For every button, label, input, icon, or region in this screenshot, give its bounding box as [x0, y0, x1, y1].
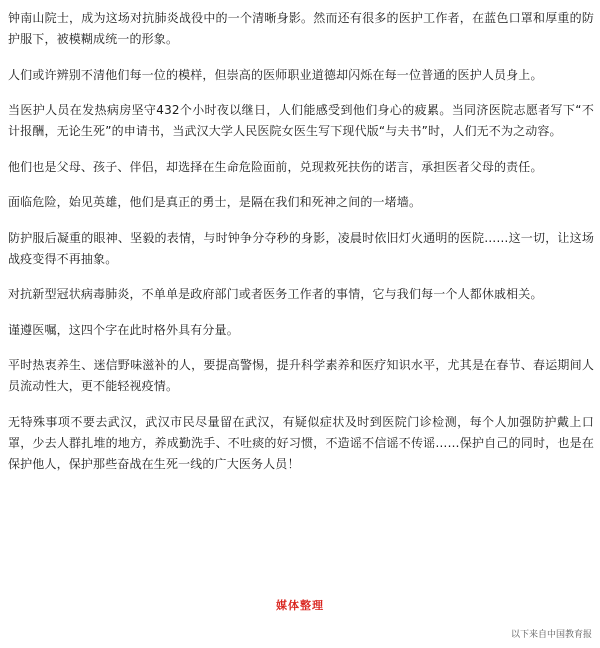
paragraph-7: 对抗新型冠状病毒肺炎，不单单是政府部门或者医务工作者的事情，它与我们每一个人都休戚相关。	[8, 287, 543, 301]
paragraph-10: 无特殊事项不要去武汉，武汉市民尽量留在武汉，有疑似症状及时到医院门诊检测，每个人加强防护戴上口罩，少去人群扎堆的地方，养成勤洗手、不吐痰的好习惯，不造谣不信谣不传谣……保护自己的同时，也是在保护他人，保护那些奋战在生死一线的广大医务人员！	[8, 414, 594, 471]
paragraph-3: 当医护人员在发热病房坚守432个小时夜以继日，人们能感受到他们身心的疲累。当同济医院志愿者写下“不计报酬，无论生死”的申请书，当武汉大学人民医院女医生写下现代版“与夫书”时，人们无不为之动容。	[8, 103, 594, 138]
article-body	[8, 8, 594, 489]
paragraph-5: 面临危险，始见英雄，他们是真正的勇士，是隔在我们和死神之间的一堵墙。	[8, 195, 422, 209]
paragraph-4: 他们也是父母、孩子、伴侣，却选择在生命危险面前，兑现救死扶伤的诺言，承担医者父母的责任。	[8, 159, 543, 174]
paragraph-1: 钟南山院士，成为这场对抗肺炎战役中的一个清晰身影。然而还有很多的医护工作者，在蓝色口罩和厚重的防护服下，被模糊成统一的形象。	[8, 11, 594, 46]
paragraph-6: 防护服后凝重的眼神、坚毅的表情，与时钟争分夺秒的身影，凌晨时依旧灯火通明的医院……这一切，让这场战疫变得不再抽象。	[8, 230, 594, 266]
source-watermark: 以下来自中国教育报	[510, 630, 592, 640]
source-title: 媒体整理	[276, 599, 324, 612]
paragraph-9: 平时热衷养生、迷信野味滋补的人，要提高警惕，提升科学素养和医疗知识水平，尤其是在春节、春运期间人员流动性大，更不能轻视疫情。	[8, 358, 594, 393]
paragraph-2: 人们或许辨别不清他们每一位的模样，但崇高的医师职业道德却闪烁在每一位普通的医护人员身上。	[8, 67, 543, 82]
paragraph-8: 谨遵医嘱，这四个字在此时格外具有分量。	[8, 322, 239, 337]
